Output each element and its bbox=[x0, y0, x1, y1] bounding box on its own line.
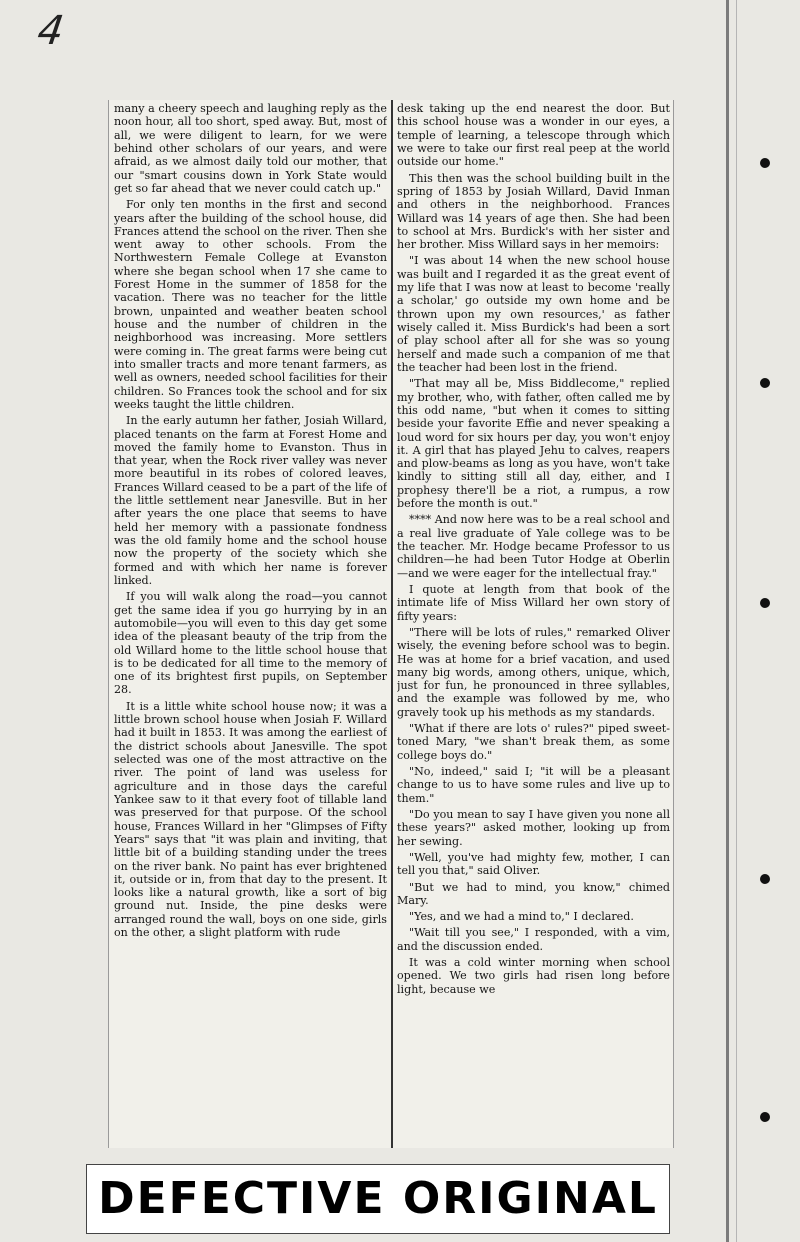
paragraph: It was a cold winter morning when school opened. We two girls had risen long before light, because we bbox=[397, 956, 670, 996]
paragraph: "No, indeed," said I; "it will be a pleasant change to us to have some rules and live up to them." bbox=[397, 765, 670, 805]
paragraph: many a cheery speech and laughing reply as the noon hour, all too short, sped away. But, most of all, we were diligent to learn, for we were behind other scholars of our years, and were afraid, as we almost daily told our mother, that our "smart cousins down in York State would get so far ahead that we never could catch up." bbox=[114, 102, 387, 195]
paragraph: "That may all be, Miss Biddlecome," replied my brother, who, with father, often called me by this odd name, "but when it comes to sitting beside your favorite Effie and never speaking a loud word for six hours per day, you won't enjoy it. A girl that has played Jehu to calves, reapers and plow-beams as long as you have, won't take kindly to sitting still all day, either, and I prophesy there'll be a riot, a rumpus, a row before the month is out." bbox=[397, 377, 670, 511]
column-rule bbox=[391, 100, 393, 1148]
paragraph: "Well, you've had mighty few, mother, I can tell you that," said Oliver. bbox=[397, 850, 670, 878]
paragraph: If you will walk along the road—you cannot get the same idea if you go hurrying by in an automobile—you will even to this day get some idea of the pleasant beauty of the trip from the old Willard home to the little school house that is to be dedicated for all time to the memory of one of its brightest first pupils, on September 28. bbox=[114, 590, 387, 697]
newspaper-clipping bbox=[108, 100, 674, 1148]
paragraph: "Wait till you see," I responded, with a vim, and the discussion ended. bbox=[397, 926, 670, 953]
paragraph: desk taking up the end nearest the door. But this school house was a wonder in our eyes, a temple of learning, a telescope through which we were to take our first real peep at the world outside our home." bbox=[397, 102, 670, 169]
defective-original-banner: DEFECTIVE ORIGINAL bbox=[86, 1164, 670, 1234]
page-fold-shadow bbox=[736, 0, 737, 1242]
paragraph: **** And now here was to be a real school and a real live graduate of Yale college was to be the teacher. Mr. Hodge became Professor to us children—he had been Tutor Hodge at Oberlin—and we were eager for the intellectual fray." bbox=[397, 513, 670, 580]
paragraph: For only ten months in the first and second years after the building of the school house, did Frances attend the school on the river. Then she went away to other schools. From the Northwestern Female College at Evanston where she began school when 17 she came to Forest Home in the summer of 1858 for the vacation. There was no teacher for the little brown, unpainted and weather beaten school house and the number of children in the neighborhood was increasing. More settlers were coming in. The great farms were being cut into smaller tracts and more tenant farmers, as well as owners, needed school facilities for their children. So Frances took the school and for six weeks taught the little children. bbox=[114, 198, 387, 411]
binding-hole bbox=[760, 378, 770, 388]
binding-hole bbox=[760, 598, 770, 608]
left-text-column bbox=[114, 102, 387, 1146]
right-text-column bbox=[397, 102, 670, 1146]
page-fold-line bbox=[726, 0, 729, 1242]
paragraph: In the early autumn her father, Josiah Willard, placed tenants on the farm at Forest Home and moved the family home to Evanston. Thus in that year, when the Rock river valley was never more beautiful in its robes of colored leaves, Frances Willard ceased to be a part of the life of the little settlement near Janesville. But in her after years the one place that seems to have held her memory with a passionate fondness was the old family home and the school house now the property of the society which she formed and with which her name is forever linked. bbox=[114, 414, 387, 587]
binding-hole bbox=[760, 1112, 770, 1122]
paragraph: "There will be lots of rules," remarked Oliver wisely, the evening before school was to begin. He was at home for a brief vacation, and used many big words, among others, unique, which, just for fun, he pronounced in three syllables, and the example was followed by me, who gravely took up his methods as my standards. bbox=[397, 625, 670, 719]
paragraph: "Do you mean to say I have given you none all these years?" asked mother, looking up from her sewing. bbox=[397, 807, 670, 848]
binding-hole bbox=[760, 158, 770, 168]
paragraph: "But we had to mind, you know," chimed Mary. bbox=[397, 880, 670, 907]
paragraph: It is a little white school house now; it was a little brown school house when Josiah F. Willard had it built in 1853. It was among the earliest of the district schools about Janesville. The spot selected was one of the most attractive on the river. The point of land was useless for agriculture and in those days the careful Yankee saw to it that every foot of tillable land was preserved for that purpose. Of the school house, Frances Willard in her "Glimpses of Fifty Years" says that "it was plain and inviting, that little bit of a building standing under the trees on the river bank. No paint has ever brightened it, outside or in, from that day to the present. It looks like a natural growth, like a sort of big ground nut. Inside, the pine desks were arranged round the wall, boys on one side, girls on the other, a slight platform with rude bbox=[114, 699, 387, 940]
paragraph: "I was about 14 when the new school house was built and I regarded it as the great event of my life that I was now at least to become 'really a scholar,' go outside my own home and be thrown upon my own resources,' as father wisely called it. Miss Burdick's had been a sort of play school after all for she was so young herself and made such a companion of me that the teacher had been lost in the friend. bbox=[397, 254, 670, 374]
binding-hole bbox=[760, 874, 770, 884]
page-number: 4 bbox=[34, 8, 67, 54]
paragraph: "Yes, and we had a mind to," I declared. bbox=[409, 910, 634, 924]
paragraph: This then was the school building built in the spring of 1853 by Josiah Willard, David Inman and others in the neighborhood. Frances Willard was 14 years of age then. She had been to school at Mrs. Burdick's with her sister and her brother. Miss Willard says in her memoirs: bbox=[397, 171, 670, 252]
paragraph: I quote at length from that book of the intimate life of Miss Willard her own story of fifty years: bbox=[397, 582, 670, 623]
paragraph: "What if there are lots o' rules?" piped sweet-toned Mary, "we shan't break them, as some college boys do." bbox=[397, 722, 670, 762]
